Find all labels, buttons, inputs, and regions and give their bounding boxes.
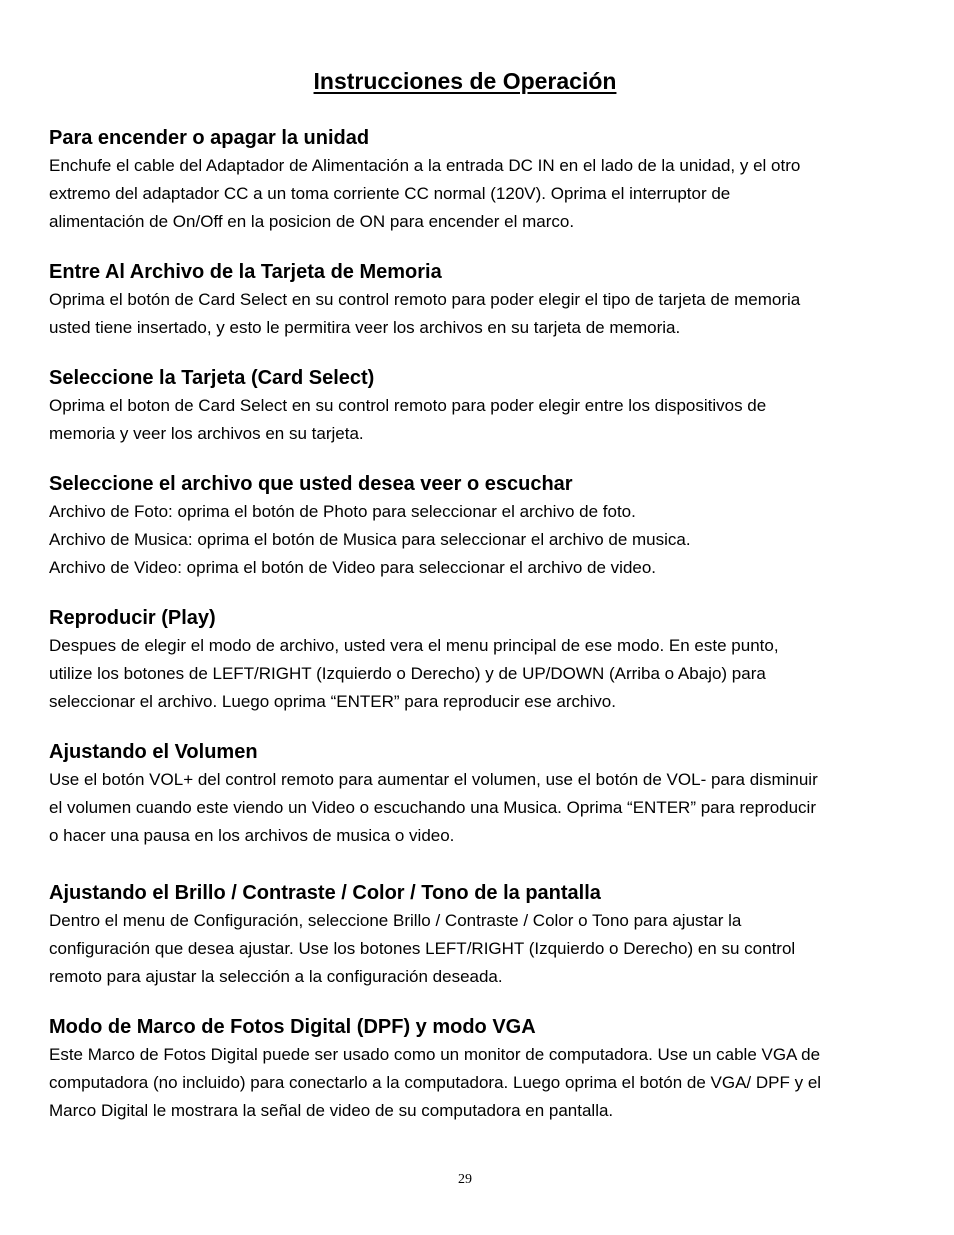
section-text-line: Archivo de Musica: oprima el botón de Musica para seleccionar el archivo de musica. [49,530,691,549]
document-body [49,124,899,1147]
section-heading: Para encender o apagar la unidad [49,127,370,149]
section-text-line: memoria y veer los archivos en su tarjeta. [49,424,364,443]
section-text-line: computadora (no incluido) para conectarlo a la computadora. Luego oprima el botón de VGA/ DPF y el [49,1073,822,1092]
section-text-line: Este Marco de Fotos Digital puede ser usado como un monitor de computadora. Use un cable VGA de [49,1045,821,1064]
section-heading: Seleccione el archivo que usted desea veer o escuchar [49,473,573,495]
section-heading: Entre Al Archivo de la Tarjeta de Memoria [49,261,442,283]
section-power [49,124,899,236]
section-play [49,604,899,716]
section-text-line: Oprima el botón de Card Select en su control remoto para poder elegir el tipo de tarjeta de memoria [49,290,801,309]
section-memory-card-files [49,258,899,342]
section-heading: Seleccione la Tarjeta (Card Select) [49,367,375,389]
page-title: Instrucciones de Operación [313,68,617,94]
section-text-line: Enchufe el cable del Adaptador de Alimentación a la entrada DC IN en el lado de la unidad, y el otro [49,156,801,175]
section-text-line: Archivo de Video: oprima el botón de Video para seleccionar el archivo de video. [49,558,657,577]
section-brightness-contrast [49,879,899,991]
section-card-select [49,364,899,448]
section-text-line: utilize los botones de LEFT/RIGHT (Izquierdo o Derecho) y de UP/DOWN (Arriba o Abajo) para [49,664,766,683]
section-text-line: usted tiene insertado, y esto le permitira veer los archivos en su tarjeta de memoria. [49,318,681,337]
section-text-line: seleccionar el archivo. Luego oprima “ENTER” para reproducir ese archivo. [49,692,616,711]
section-heading: Ajustando el Brillo / Contraste / Color / Tono de la pantalla [49,882,601,904]
section-heading: Ajustando el Volumen [49,741,258,763]
section-text-line: remoto para ajustar la selección a la configuración deseada. [49,967,503,986]
section-text-line: Despues de elegir el modo de archivo, usted vera el menu principal de ese modo. En este punto, [49,636,779,655]
section-select-file [49,470,899,582]
section-text-line: alimentación de On/Off en la posicion de ON para encender el marco. [49,212,575,231]
section-text-line: configuración que desea ajustar. Use los botones LEFT/RIGHT (Izquierdo o Derecho) en su control [49,939,796,958]
section-text-line: Use el botón VOL+ del control remoto para aumentar el volumen, use el botón de VOL- para disminuir [49,770,818,789]
section-text-line: o hacer una pausa en los archivos de musica o video. [49,826,455,845]
section-heading: Reproducir (Play) [49,607,216,629]
section-text-line: el volumen cuando este viendo un Video o escuchando una Musica. Oprima “ENTER” para reproducir [49,798,816,817]
section-text-line: Marco Digital le mostrara la señal de video de su computadora en pantalla. [49,1101,614,1120]
page-number: 29 [458,1172,472,1187]
section-heading: Modo de Marco de Fotos Digital (DPF) y modo VGA [49,1016,536,1038]
section-text-line: Oprima el boton de Card Select en su control remoto para poder elegir entre los dispositivos de [49,396,767,415]
section-text-line: Archivo de Foto: oprima el botón de Photo para seleccionar el archivo de foto. [49,502,636,521]
section-volume [49,738,899,850]
section-text-line: Dentro el menu de Configuración, seleccione Brillo / Contraste / Color o Tono para ajustar la [49,911,742,930]
section-text-line: extremo del adaptador CC a un toma corriente CC normal (120V). Oprima el interruptor de [49,184,731,203]
section-dpf-vga-mode [49,1013,899,1125]
